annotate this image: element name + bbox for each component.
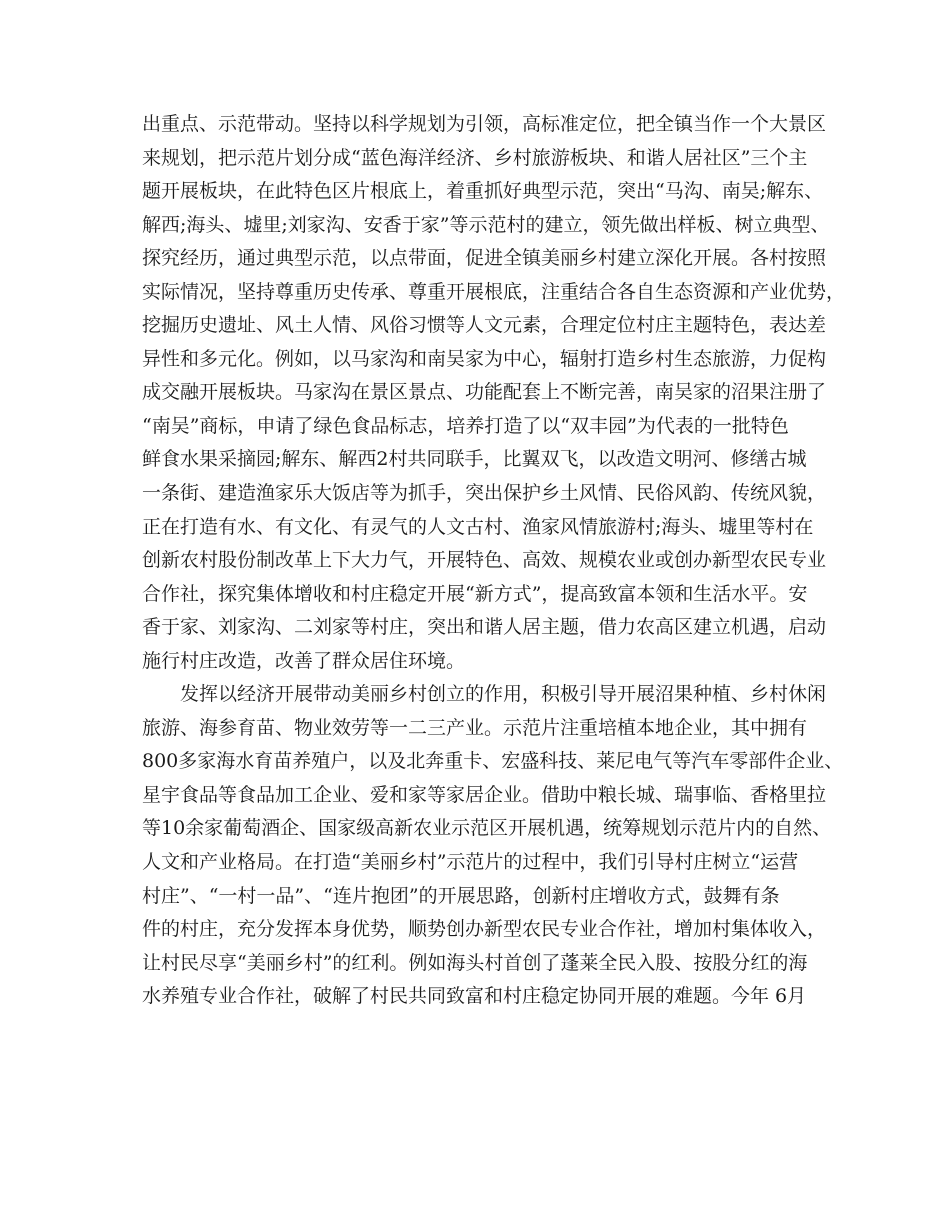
text-line: 题开展板块，在此特色区片根底上，着重抓好典型示范，突出“马沟、南吴;解东、 — [142, 180, 824, 203]
text-line: 合作社，探究集体增收和村庄稳定开展“新方式”，提高致富本领和生活水平。安 — [142, 582, 808, 605]
text-line: 出重点、示范带动。坚持以科学规划为引领，高标准定位，把全镇当作一个大景区 — [142, 113, 827, 135]
text-line: 村庄”、“一村一品”、“连片抱团”的开展思路，创新村庄增收方式，鼓舞有条 — [142, 884, 780, 907]
text-line-indented: 发挥以经济开展带动美丽乡村创立的作用，积极引导开展沼果种植、乡村休闲 — [180, 683, 827, 706]
text-line: 施行村庄改造，改善了群众居住环境。 — [142, 649, 466, 672]
text-line: 创新农村股份制改革上下大力气，开展特色、高效、规模农业或创办新型农民专业 — [142, 549, 827, 572]
text-line: 人文和产业格局。在打造“美丽乡村”示范片的过程中，我们引导村庄树立“运营 — [142, 851, 799, 874]
body-text — [142, 108, 846, 1014]
text-line: 异性和多元化。例如，以马家沟和南吴家为中心，辐射打造乡村生态旅游，力促构 — [142, 347, 827, 370]
text-line: 解西;海头、墟里;刘家沟、安香于家”等示范村的建立，领先做出样板、树立典型、 — [142, 213, 830, 236]
text-line: 件的村庄，充分发挥本身优势，顺势创办新型农民专业合作社，增加村集体收入， — [142, 918, 827, 941]
text-line: “南吴”商标，申请了绿色食品标志，培养打造了以“双丰园”为代表的一批特色 — [142, 414, 789, 437]
text-line: 旅游、海参育苗、物业效劳等一二三产业。示范片注重培植本地企业，其中拥有 — [142, 716, 808, 739]
text-line: 香于家、刘家沟、二刘家等村庄，突出和谐人居主题，借力农高区建立机遇，启动 — [142, 616, 827, 639]
text-line: 成交融开展板块。马家沟在景区景点、功能配套上不断完善，南吴家的沼果注册了 — [142, 381, 827, 404]
text-line: 一条街、建造渔家乐大饭店等为抓手，突出保护乡土风情、民俗风韵、传统风貌， — [142, 482, 827, 505]
paragraph-1 — [142, 108, 846, 678]
text-line: 鲜食水果采摘园;解东、解西2村共同联手，比翼双飞，以改造文明河、修缮古城 — [142, 448, 807, 471]
text-line: 来规划，把示范片划分成“蓝色海洋经济、乡村旅游板块、和谐人居社区”三个主 — [142, 146, 808, 169]
text-line: 800多家海水育苗养殖户，以及北奔重卡、宏盛科技、莱尼电气等汽车零部件企业、 — [142, 750, 844, 773]
text-line: 让村民尽享“美丽乡村”的红利。例如海头村首创了蓬莱全民入股、按股分红的海 — [142, 951, 808, 974]
text-line: 正在打造有水、有文化、有灵气的人文古村、渔家风情旅游村;海头、墟里等村在 — [142, 515, 814, 538]
text-line: 挖掘历史遗址、风土人情、风俗习惯等人文元素，合理定位村庄主题特色，表达差 — [142, 314, 827, 337]
text-line: 水养殖专业合作社，破解了村民共同致富和村庄稳定协同开展的难题。今年 6月 — [142, 985, 807, 1008]
text-line: 探究经历，通过典型示范，以点带面，促进全镇美丽乡村建立深化开展。各村按照 — [142, 247, 827, 270]
paragraph-2 — [142, 678, 844, 1013]
text-line: 等10余家葡萄酒企、国家级高新农业示范区开展机遇，统筹规划示范片内的自然、 — [142, 817, 832, 840]
text-line: 实际情况，坚持尊重历史传承、尊重开展根底，注重结合各自生态资源和产业优势， — [142, 280, 846, 303]
text-line: 星宇食品等食品加工企业、爱和家等家居企业。借助中粮长城、瑞事临、香格里拉 — [142, 783, 827, 806]
